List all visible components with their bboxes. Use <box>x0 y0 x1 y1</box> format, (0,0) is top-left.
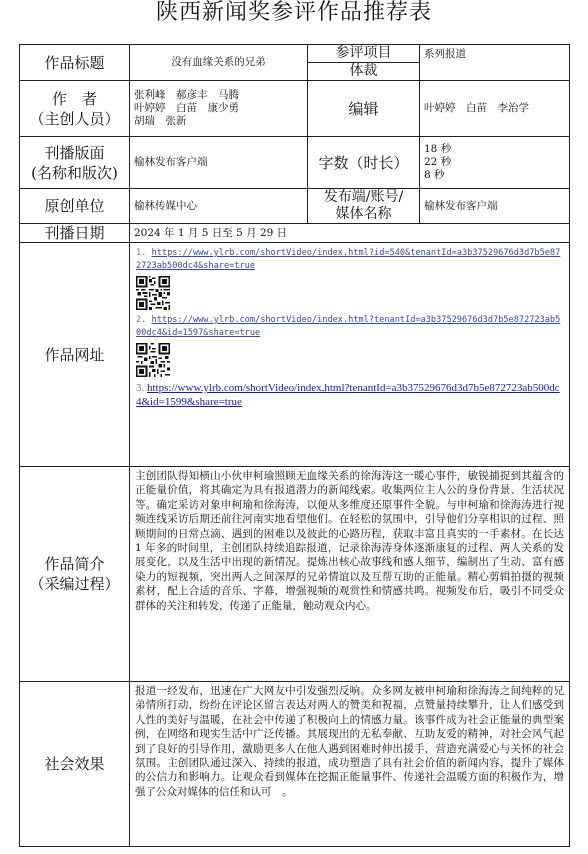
intro-label-line2: （采编过程） <box>29 575 120 593</box>
effect-label: 社会效果 <box>20 682 130 847</box>
publisher-label <box>308 189 420 224</box>
authors-line: 张利峰 郝彦丰 马腾 <box>134 89 239 101</box>
date-label: 刊播日期 <box>20 224 130 243</box>
publisher-label-line1: 发布端/账号/ <box>323 189 404 205</box>
layout-label <box>20 137 130 189</box>
intro-label-line1: 作品简介 <box>44 555 105 573</box>
url-number: 1. <box>136 248 147 258</box>
intro-label <box>20 467 130 682</box>
page-title: 陕西新闻奖参评作品推荐表 <box>155 0 432 25</box>
duration-item: 22 秒 <box>424 156 452 168</box>
effect-text: 报道一经发布，迅速在广大网友中引发强烈反响。众多网友被申柯瑜和徐海涛之间纯粹的兄弟情所打动，纷纷在评论区留言表达对两人的赞美和祝福，点赞量持续攀升，让人们感受到人性的美好与温暖，在社会中传递了积极向上的情感力量。该事件成为社会正能量的典型案例，在网络和现实生活中广泛传播。其展现出的无私奉献、互助友爱的精神，对社会风气起到了良好的引导作用，激励更多人在他人遇到困难时伸出援手，营造充满爱心与关怀的社会氛围。主创团队通过深入、持续的报道，成功塑造了具有社会价值的新闻内容，提升了媒体的公信力和影响力。让观众看到媒体在挖掘正能量事件、传递社会温暖方面的积极作为，增强了公众对媒体的信任和认可 。 <box>130 682 570 847</box>
layout-label-line2: (名称和版次) <box>31 163 118 182</box>
qr-code-icon <box>136 343 170 377</box>
authors-label-line1: 作 者 <box>51 89 97 108</box>
duration-item: 8 秒 <box>424 169 445 181</box>
durations-value <box>420 137 570 189</box>
recommendation-form <box>19 44 570 847</box>
layout-label-line1: 刊播版面 <box>44 143 105 162</box>
unit-value: 榆林传媒中心 <box>130 189 308 224</box>
authors-line: 叶婷婷 白苗 康少勇 <box>134 102 239 114</box>
url-item-3 <box>136 381 563 409</box>
url-item-1 <box>136 247 563 273</box>
url-link-2[interactable]: https://www.ylrb.com/shortVideo/index.html?tenantId=a3b37529676d3d7b5e872723ab500dc4&id=1597&share=true <box>136 315 561 338</box>
work-title-label: 作品标题 <box>20 45 130 81</box>
date-value: 2024 年 1 月 5 日至 5 月 29 日 <box>130 224 570 243</box>
authors-value <box>130 81 308 137</box>
unit-label: 原创单位 <box>20 189 130 224</box>
authors-label-line2: （主创人员） <box>29 109 120 128</box>
category-label: 参评项目 <box>308 45 420 63</box>
url-label: 作品网址 <box>20 243 130 467</box>
publisher-value: 榆林发布客户端 <box>420 189 570 224</box>
url-number: 3. <box>136 382 145 394</box>
work-title-value: 没有血缘关系的兄弟 <box>130 45 308 81</box>
url-item-2 <box>136 314 563 340</box>
url-list <box>130 243 570 467</box>
url-link-3[interactable]: https://www.ylrb.com/shortVideo/index.html?tenantId=a3b37529676d3d7b5e872723ab500dc4&id=1599&share=true <box>136 382 560 408</box>
url-link-1[interactable]: https://www.ylrb.com/shortVideo/index.html?id=540&tenantId=a3b37529676d3d7b5e872723ab500dc4&share=true <box>136 248 561 271</box>
wordcount-label: 字数（时长） <box>308 137 420 189</box>
intro-text: 主创团队得知横山小伙申柯瑜照顾无血缘关系的徐海涛这一暖心事件，敏锐捕捉到其蕴含的正能量价值，将其确定为具有报道潜力的新闻线索。收集两位主人公的身份背景、生活状况等。确定采访对象申柯瑜和徐海涛，以便从多维度还原事件全貌。与申柯瑜和徐海涛进行视频连线采访后期还前往河南实地看望他们。在轻松的氛围中，引导他们分享相识的过程、照顾期间的日常点滴、遇到的困难以及彼此的心路历程，获取丰富且真实的一手素材。在长达 1 年多的时间里，主创团队持续追踪报道，记录徐海涛身体逐渐康复的过程、两人关系的发展变化，以及生活中出现的新情况。提炼出核心故事线和感人细节，编制出了生动、富有感染力的短视频，突出两人之间深厚的兄弟情谊以及互帮互助的正能量。精心剪辑拍摄的视频素材，配上合适的音乐、字幕，增强视频的观赏性和情感共鸣。视频发布后，吸引不同受众群体的关注和转发，传递了正能量，触动观众内心。 <box>130 467 570 682</box>
genre-label: 体裁 <box>308 63 420 81</box>
editor-value: 叶婷婷 白苗 李治学 <box>420 81 570 137</box>
qr-code-icon <box>136 276 170 310</box>
url-number: 2. <box>136 315 147 325</box>
duration-item: 18 秒 <box>424 143 452 155</box>
publisher-label-line2: 媒体名称 <box>335 206 392 222</box>
authors-line: 胡瑞 张新 <box>134 115 187 127</box>
layout-value: 榆林发布客户端 <box>130 137 308 189</box>
editor-label: 编辑 <box>308 81 420 137</box>
authors-label <box>20 81 130 137</box>
category-value: 系列报道 <box>420 45 570 81</box>
